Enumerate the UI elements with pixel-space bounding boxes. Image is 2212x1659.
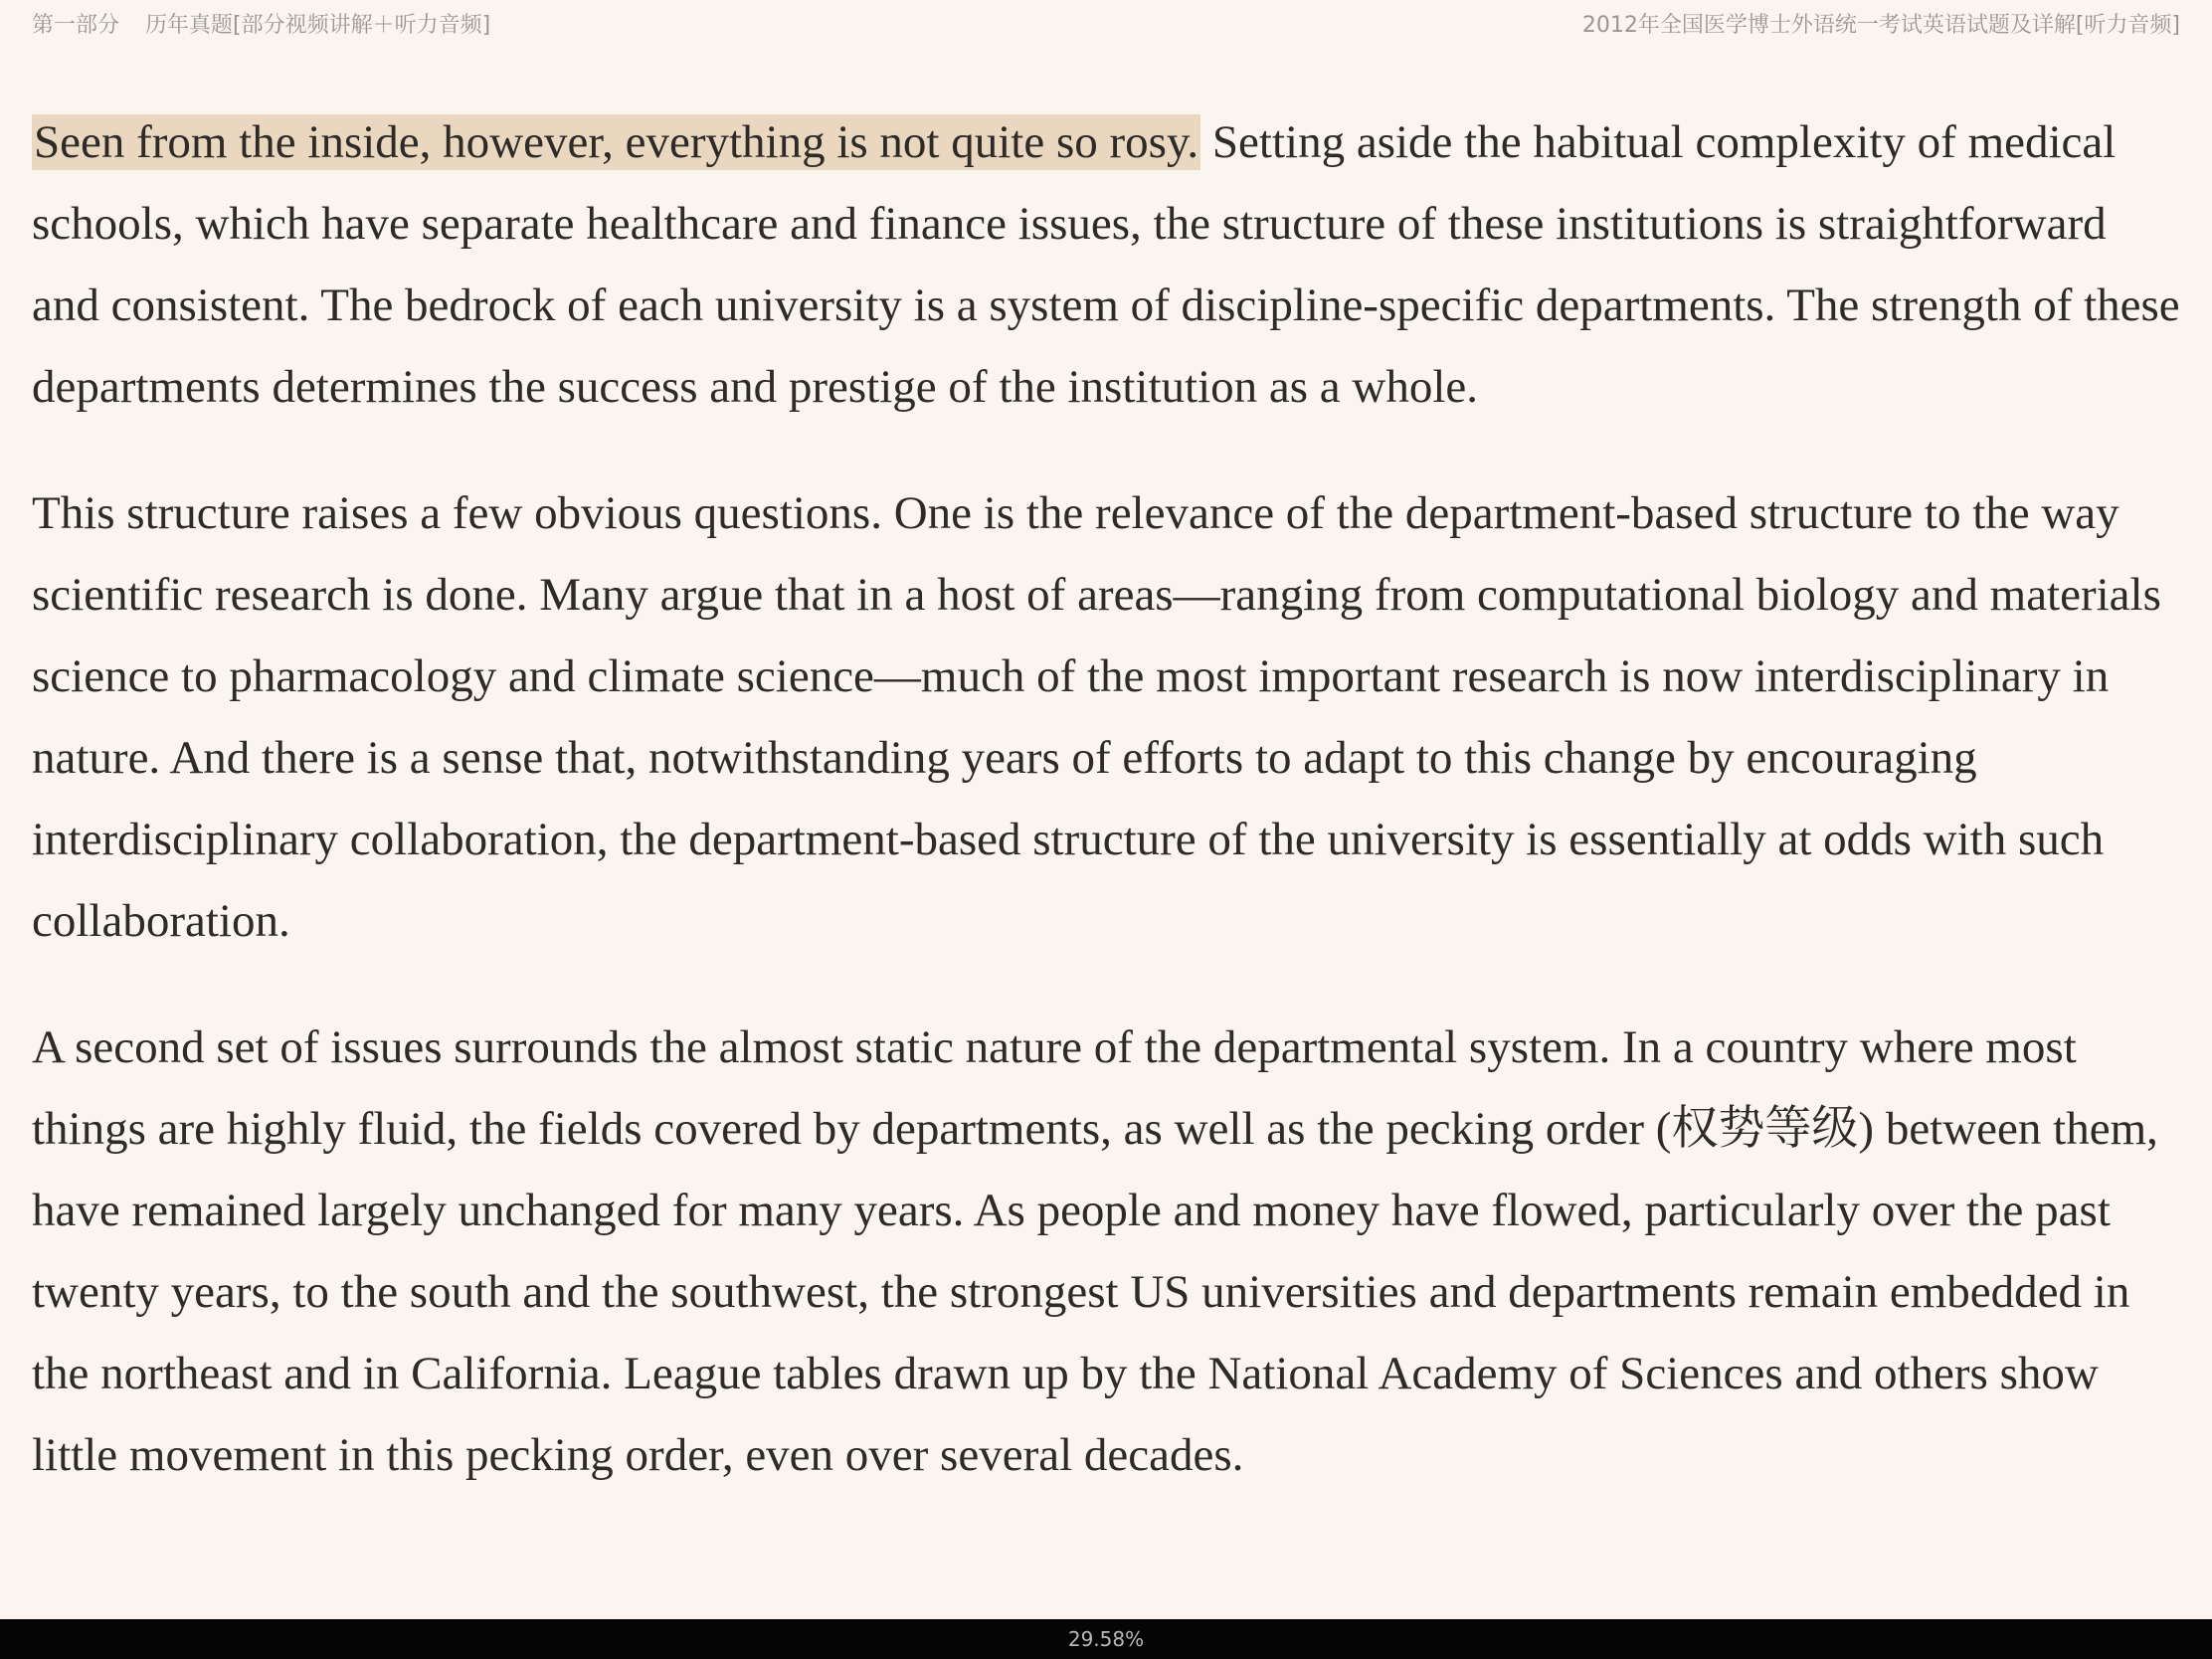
paragraph-3[interactable]: A second set of issues surrounds the almost static nature of the departmental system. In a country where most things are highly fluid, the fields covered by departments, as well as the pecking order (权势等级) between them, have remained largely unchanged for many years. As people and money have flowed, particularly over the past twenty years, to the south and the southwest, the strongest US universities and departments remain embedded in the northeast and in California. League tables drawn up by the National Academy of Sciences and others show little movement in this pecking order, even over several decades. <box>32 1021 2158 1481</box>
header-chapter: 历年真题[部分视频讲解＋听力音频] <box>145 13 491 38</box>
highlighted-sentence[interactable]: Seen from the inside, however, everything is not quite so rosy. <box>34 116 1199 168</box>
reading-content[interactable] <box>32 101 2180 1541</box>
progress-percentage: 29.58% <box>1067 1627 1145 1651</box>
paragraph-2[interactable]: This structure raises a few obvious questions. One is the relevance of the department-based structure to the way scientific research is done. Many argue that in a host of areas—ranging from computational biology and materials science to pharmacology and climate science—much of the most important research is now interdisciplinary in nature. And there is a sense that, notwithstanding years of efforts to adapt to this change by encouraging interdisciplinary collaboration, the department-based structure of the university is essentially at odds with such collaboration. <box>32 487 2161 947</box>
paragraph-1[interactable] <box>32 101 2180 428</box>
header-book-title: 2012年全国医学博士外语统一考试英语试题及详解[听力音频] <box>1581 13 2180 38</box>
progress-bar <box>0 1619 2212 1659</box>
paragraph-1-text[interactable]: Setting aside the habitual complexity of medical schools, which have separate healthcare and finance issues, the structure of these institutions is straightforward and consistent. The bedrock of each university is a system of discipline-specific departments. The strength of these departments determines the success and prestige of the institution as a whole. <box>32 116 2180 413</box>
header-section: 第一部分 <box>32 13 120 38</box>
header-breadcrumb <box>32 8 490 39</box>
running-header <box>0 0 2212 44</box>
